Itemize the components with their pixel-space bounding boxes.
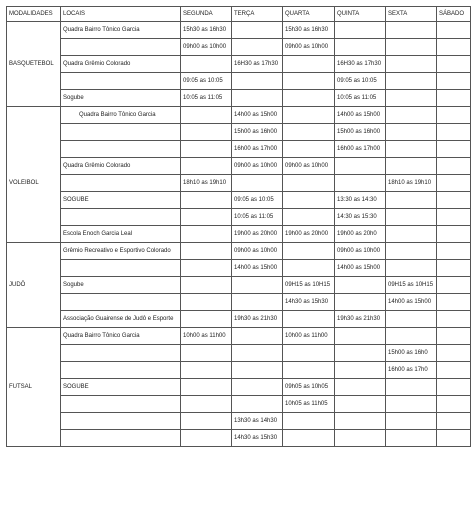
time-cell-sabado: [437, 277, 471, 294]
header-sexta: SEXTA: [386, 7, 437, 22]
time-cell-quinta: [335, 345, 386, 362]
time-cell-sexta: [386, 260, 437, 277]
time-cell-quarta: [283, 430, 335, 447]
time-cell-terca: 09:05 as 10:05: [232, 192, 283, 209]
time-cell-quinta: 15h00 as 16h00: [335, 124, 386, 141]
time-cell-terca: [232, 22, 283, 39]
time-cell-segunda: 10:05 as 11:05: [181, 90, 232, 107]
local-cell: Quadra Grêmio Colorado: [61, 158, 181, 175]
time-cell-terca: 16h00 as 17h00: [232, 141, 283, 158]
time-cell-terca: [232, 345, 283, 362]
time-cell-segunda: [181, 430, 232, 447]
time-cell-sabado: [437, 209, 471, 226]
time-cell-segunda: 10h00 as 11h00: [181, 328, 232, 345]
time-cell-quarta: [283, 73, 335, 90]
time-cell-sexta: [386, 141, 437, 158]
time-cell-segunda: [181, 226, 232, 243]
time-cell-segunda: [181, 277, 232, 294]
time-cell-segunda: [181, 294, 232, 311]
time-cell-sexta: [386, 124, 437, 141]
time-cell-quarta: [283, 311, 335, 328]
header-row: [7, 7, 471, 22]
table-row: [7, 413, 471, 430]
time-cell-quinta: 19h00 as 20h0: [335, 226, 386, 243]
table-row: [7, 56, 471, 73]
time-cell-quarta: [283, 243, 335, 260]
time-cell-quarta: 19h00 as 20h00: [283, 226, 335, 243]
time-cell-segunda: 18h10 as 19h10: [181, 175, 232, 192]
time-cell-quinta: 14h00 as 15h00: [335, 107, 386, 124]
time-cell-quarta: [283, 107, 335, 124]
time-cell-quinta: [335, 396, 386, 413]
time-cell-quinta: 13:30 as 14:30: [335, 192, 386, 209]
time-cell-sexta: [386, 430, 437, 447]
time-cell-segunda: [181, 413, 232, 430]
modality-cell: [7, 243, 61, 328]
time-cell-terca: [232, 379, 283, 396]
time-cell-quarta: [283, 362, 335, 379]
time-cell-quinta: [335, 362, 386, 379]
time-cell-quarta: 10h05 as 11h05: [283, 396, 335, 413]
time-cell-quinta: [335, 22, 386, 39]
time-cell-sexta: [386, 209, 437, 226]
table-row: [7, 107, 471, 124]
local-cell: [61, 175, 181, 192]
time-cell-quarta: [283, 141, 335, 158]
time-cell-segunda: [181, 345, 232, 362]
modality-label: JUDÔ: [9, 282, 26, 288]
modality-label: FUTSAL: [9, 384, 33, 390]
time-cell-quinta: [335, 294, 386, 311]
time-cell-quinta: [335, 328, 386, 345]
time-cell-quinta: [335, 158, 386, 175]
time-cell-sexta: [386, 158, 437, 175]
time-cell-sexta: 18h10 as 19h10: [386, 175, 437, 192]
time-cell-sexta: 16h00 as 17h0: [386, 362, 437, 379]
local-cell: Sogube: [61, 277, 181, 294]
schedule-table: [6, 6, 471, 447]
time-cell-terca: [232, 294, 283, 311]
time-cell-segunda: [181, 379, 232, 396]
local-cell: Escola Enoch Garcia Leal: [61, 226, 181, 243]
local-cell: Quadra Bairro Tônico Garcia: [61, 107, 181, 124]
time-cell-sabado: [437, 413, 471, 430]
time-cell-sabado: [437, 396, 471, 413]
local-cell: Quadra Bairro Tônico Garcia: [61, 22, 181, 39]
table-row: [7, 158, 471, 175]
local-cell: [61, 362, 181, 379]
table-row: [7, 379, 471, 396]
time-cell-quarta: 10h00 as 11h00: [283, 328, 335, 345]
time-cell-quinta: 14:30 as 15:30: [335, 209, 386, 226]
header-sabado: SÁBADO: [437, 7, 471, 22]
time-cell-quinta: [335, 379, 386, 396]
time-cell-quinta: [335, 413, 386, 430]
local-cell: [61, 73, 181, 90]
table-row: [7, 294, 471, 311]
time-cell-sabado: [437, 243, 471, 260]
time-cell-quinta: 09:05 as 10:05: [335, 73, 386, 90]
table-row: [7, 141, 471, 158]
time-cell-sabado: [437, 39, 471, 56]
time-cell-quinta: 16H30 as 17h30: [335, 56, 386, 73]
table-row: [7, 277, 471, 294]
time-cell-sexta: 15h00 as 16h0: [386, 345, 437, 362]
time-cell-sabado: [437, 311, 471, 328]
time-cell-segunda: [181, 209, 232, 226]
time-cell-sexta: [386, 226, 437, 243]
time-cell-segunda: [181, 158, 232, 175]
time-cell-sabado: [437, 260, 471, 277]
local-cell: Quadra Grêmio Colorado: [61, 56, 181, 73]
modality-label: VOLEIBOL: [9, 180, 39, 186]
local-cell: [61, 430, 181, 447]
time-cell-terca: 13h30 as 14h30: [232, 413, 283, 430]
local-cell: [61, 413, 181, 430]
table-row: [7, 209, 471, 226]
time-cell-sabado: [437, 294, 471, 311]
table-row: [7, 175, 471, 192]
time-cell-segunda: 09h00 as 10h00: [181, 39, 232, 56]
header-segunda: SEGUNDA: [181, 7, 232, 22]
time-cell-quarta: [283, 413, 335, 430]
time-cell-sabado: [437, 379, 471, 396]
time-cell-sexta: [386, 107, 437, 124]
header-modalidades: MODALIDADES: [7, 7, 61, 22]
time-cell-quinta: 09h00 as 10h00: [335, 243, 386, 260]
time-cell-sabado: [437, 124, 471, 141]
time-cell-sabado: [437, 158, 471, 175]
time-cell-quarta: 15h30 as 16h30: [283, 22, 335, 39]
header-terca: TERÇA: [232, 7, 283, 22]
time-cell-segunda: 15h30 as 16h30: [181, 22, 232, 39]
table-row: [7, 226, 471, 243]
time-cell-quinta: 10:05 as 11:05: [335, 90, 386, 107]
local-cell: [61, 345, 181, 362]
time-cell-quarta: [283, 56, 335, 73]
time-cell-segunda: [181, 362, 232, 379]
time-cell-terca: 10:05 as 11:05: [232, 209, 283, 226]
time-cell-sabado: [437, 362, 471, 379]
header-quinta: QUINTA: [335, 7, 386, 22]
time-cell-terca: [232, 90, 283, 107]
table-row: [7, 345, 471, 362]
local-cell: [61, 209, 181, 226]
time-cell-sexta: 09H15 as 10H15: [386, 277, 437, 294]
time-cell-terca: 15h00 as 16h00: [232, 124, 283, 141]
time-cell-terca: [232, 39, 283, 56]
time-cell-quinta: 16h00 as 17h00: [335, 141, 386, 158]
time-cell-quarta: [283, 209, 335, 226]
time-cell-sexta: [386, 90, 437, 107]
time-cell-sabado: [437, 56, 471, 73]
time-cell-terca: 14h00 as 15h00: [232, 107, 283, 124]
time-cell-sabado: [437, 192, 471, 209]
time-cell-sexta: 14h00 as 15h00: [386, 294, 437, 311]
time-cell-sexta: [386, 22, 437, 39]
header-locais: LOCAIS: [61, 7, 181, 22]
time-cell-quinta: [335, 430, 386, 447]
time-cell-sabado: [437, 107, 471, 124]
table-row: [7, 260, 471, 277]
time-cell-terca: [232, 396, 283, 413]
time-cell-terca: 14h30 as 15h30: [232, 430, 283, 447]
local-cell: SOGUBE: [61, 379, 181, 396]
time-cell-quarta: [283, 124, 335, 141]
table-row: [7, 124, 471, 141]
time-cell-terca: 16H30 as 17h30: [232, 56, 283, 73]
time-cell-segunda: [181, 107, 232, 124]
time-cell-quarta: [283, 345, 335, 362]
time-cell-terca: 09h00 as 10h00: [232, 243, 283, 260]
time-cell-segunda: [181, 192, 232, 209]
time-cell-segunda: [181, 260, 232, 277]
table-row: [7, 90, 471, 107]
time-cell-terca: 19h30 as 21h30: [232, 311, 283, 328]
modality-cell: [7, 22, 61, 107]
time-cell-sabado: [437, 328, 471, 345]
time-cell-sexta: [386, 396, 437, 413]
time-cell-sabado: [437, 175, 471, 192]
time-cell-sabado: [437, 22, 471, 39]
time-cell-sexta: [386, 243, 437, 260]
time-cell-quarta: [283, 90, 335, 107]
time-cell-terca: 19h00 as 20h00: [232, 226, 283, 243]
time-cell-terca: [232, 277, 283, 294]
time-cell-segunda: [181, 311, 232, 328]
time-cell-sexta: [386, 56, 437, 73]
time-cell-quinta: 14h00 as 15h00: [335, 260, 386, 277]
time-cell-quarta: [283, 175, 335, 192]
time-cell-segunda: 09:05 as 10:05: [181, 73, 232, 90]
time-cell-sexta: [386, 39, 437, 56]
time-cell-sexta: [386, 192, 437, 209]
time-cell-quarta: 09h00 as 10h00: [283, 39, 335, 56]
time-cell-segunda: [181, 141, 232, 158]
modality-cell: [7, 328, 61, 447]
local-cell: Associação Guairense de Judô e Esporte: [61, 311, 181, 328]
time-cell-quarta: 09h05 as 10h05: [283, 379, 335, 396]
time-cell-sabado: [437, 141, 471, 158]
time-cell-sabado: [437, 73, 471, 90]
time-cell-terca: 09h00 as 10h00: [232, 158, 283, 175]
time-cell-sabado: [437, 90, 471, 107]
local-cell: [61, 294, 181, 311]
table-row: [7, 22, 471, 39]
modality-label: BASQUETEBOL: [9, 61, 54, 67]
time-cell-segunda: [181, 396, 232, 413]
time-cell-segunda: [181, 56, 232, 73]
time-cell-sabado: [437, 226, 471, 243]
time-cell-quinta: [335, 277, 386, 294]
table-row: [7, 328, 471, 345]
local-cell: [61, 124, 181, 141]
time-cell-quinta: 19h30 as 21h30: [335, 311, 386, 328]
time-cell-quinta: [335, 39, 386, 56]
time-cell-sabado: [437, 430, 471, 447]
table-row: [7, 396, 471, 413]
time-cell-sabado: [437, 345, 471, 362]
time-cell-quarta: 09h00 as 10h00: [283, 158, 335, 175]
local-cell: Quadra Bairro Tônico Garcia: [61, 328, 181, 345]
table-row: [7, 430, 471, 447]
local-cell: [61, 141, 181, 158]
local-cell: Grêmio Recreativo e Esportivo Colorado: [61, 243, 181, 260]
header-quarta: QUARTA: [283, 7, 335, 22]
time-cell-segunda: [181, 124, 232, 141]
time-cell-terca: [232, 328, 283, 345]
time-cell-terca: [232, 175, 283, 192]
modality-cell: [7, 107, 61, 243]
local-cell: Sogube: [61, 90, 181, 107]
table-row: [7, 192, 471, 209]
time-cell-terca: [232, 73, 283, 90]
table-row: [7, 362, 471, 379]
table-row: [7, 39, 471, 56]
time-cell-terca: 14h00 as 15h00: [232, 260, 283, 277]
time-cell-sexta: [386, 73, 437, 90]
time-cell-quarta: 09H15 as 10H15: [283, 277, 335, 294]
local-cell: [61, 260, 181, 277]
time-cell-quarta: 14h30 as 15h30: [283, 294, 335, 311]
time-cell-terca: [232, 362, 283, 379]
table-row: [7, 243, 471, 260]
time-cell-quinta: [335, 175, 386, 192]
local-cell: SOGUBE: [61, 192, 181, 209]
schedule-body: [7, 22, 471, 447]
time-cell-segunda: [181, 243, 232, 260]
time-cell-sexta: [386, 311, 437, 328]
time-cell-sexta: [386, 413, 437, 430]
table-row: [7, 311, 471, 328]
time-cell-sexta: [386, 379, 437, 396]
time-cell-sexta: [386, 328, 437, 345]
table-row: [7, 73, 471, 90]
local-cell: [61, 396, 181, 413]
time-cell-quarta: [283, 192, 335, 209]
local-cell: [61, 39, 181, 56]
time-cell-quarta: [283, 260, 335, 277]
